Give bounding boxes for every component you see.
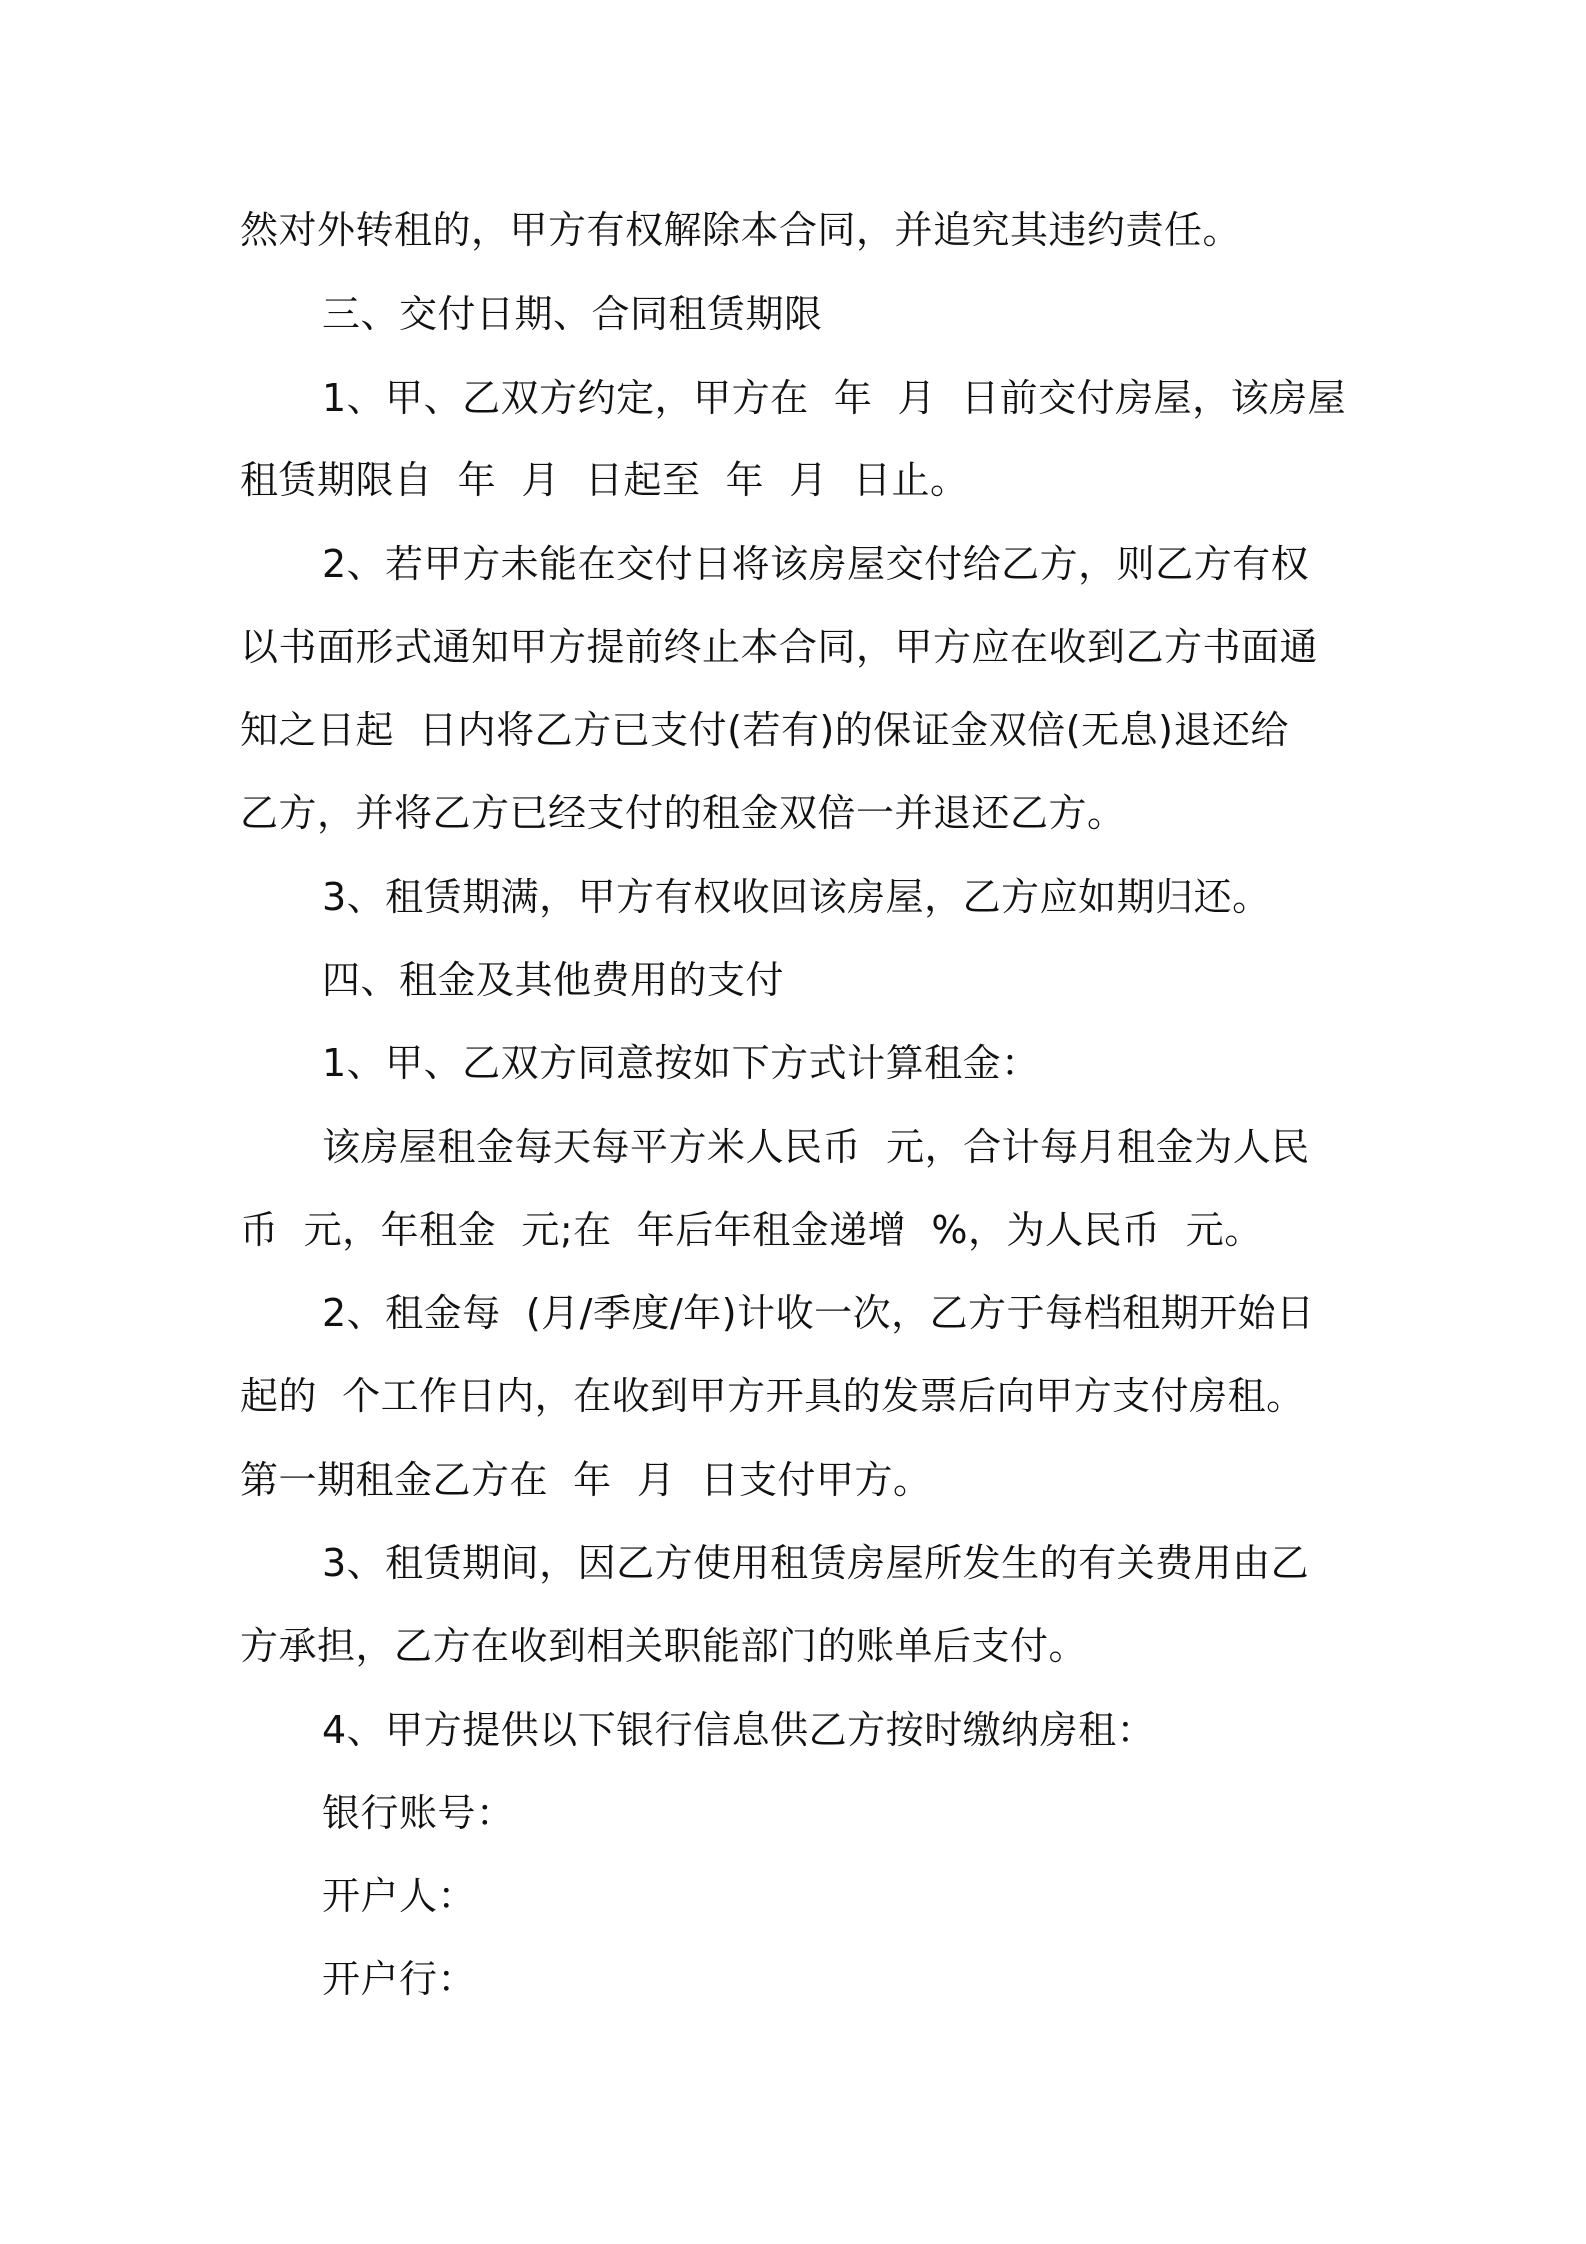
paragraph-line-16: 第一期租金乙方在 年 月 日支付甲方。: [240, 1458, 932, 1502]
paragraph-line-6: 以书面形式通知甲方提前终止本合同，甲方应在收到乙方书面通: [240, 625, 1319, 669]
account-holder-label: 开户人：: [322, 1874, 477, 1918]
paragraph-line-14: 2、租金每 (月/季度/年)计收一次，乙方于每档租期开始日: [322, 1291, 1315, 1335]
paragraph-line-4: 租赁期限自 年 月 日起至 年 月 日止。: [240, 458, 969, 502]
section-heading-3: 三、交付日期、合同租赁期限: [322, 292, 823, 336]
paragraph-line-13: 币 元，年租金 元;在 年后年租金递增 %，为人民币 元。: [240, 1208, 1263, 1252]
paragraph-line-7: 知之日起 日内将乙方已支付(若有)的保证金双倍(无息)退还给: [240, 708, 1289, 752]
paragraph-line-9: 3、租赁期满，甲方有权收回该房屋，乙方应如期归还。: [322, 875, 1271, 919]
paragraph-line-5: 2、若甲方未能在交付日将该房屋交付给乙方，则乙方有权: [322, 542, 1310, 586]
section-heading-4: 四、租金及其他费用的支付: [322, 958, 785, 1002]
paragraph-line-17: 3、租赁期间，因乙方使用租赁房屋所发生的有关费用由乙: [322, 1541, 1310, 1585]
paragraph-line-11: 1、甲、乙双方同意按如下方式计算租金：: [322, 1041, 1040, 1085]
paragraph-line-8: 乙方，并将乙方已经支付的租金双倍一并退还乙方。: [240, 791, 1126, 835]
paragraph-line-12: 该房屋租金每天每平方米人民币 元，合计每月租金为人民: [322, 1125, 1310, 1169]
paragraph-line-15: 起的 个工作日内，在收到甲方开具的发票后向甲方支付房租。: [240, 1374, 1305, 1418]
bank-account-label: 银行账号：: [322, 1791, 515, 1835]
paragraph-line-18: 方承担，乙方在收到相关职能部门的账单后支付。: [240, 1624, 1088, 1668]
bank-branch-label: 开户行：: [322, 1957, 477, 2001]
paragraph-line-19: 4、甲方提供以下银行信息供乙方按时缴纳房租：: [322, 1708, 1156, 1752]
paragraph-line-1: 然对外转租的，甲方有权解除本合同，并追究其违约责任。: [240, 208, 1242, 252]
paragraph-line-3: 1、甲、乙双方约定，甲方在 年 月 日前交付房屋，该房屋: [322, 376, 1347, 420]
